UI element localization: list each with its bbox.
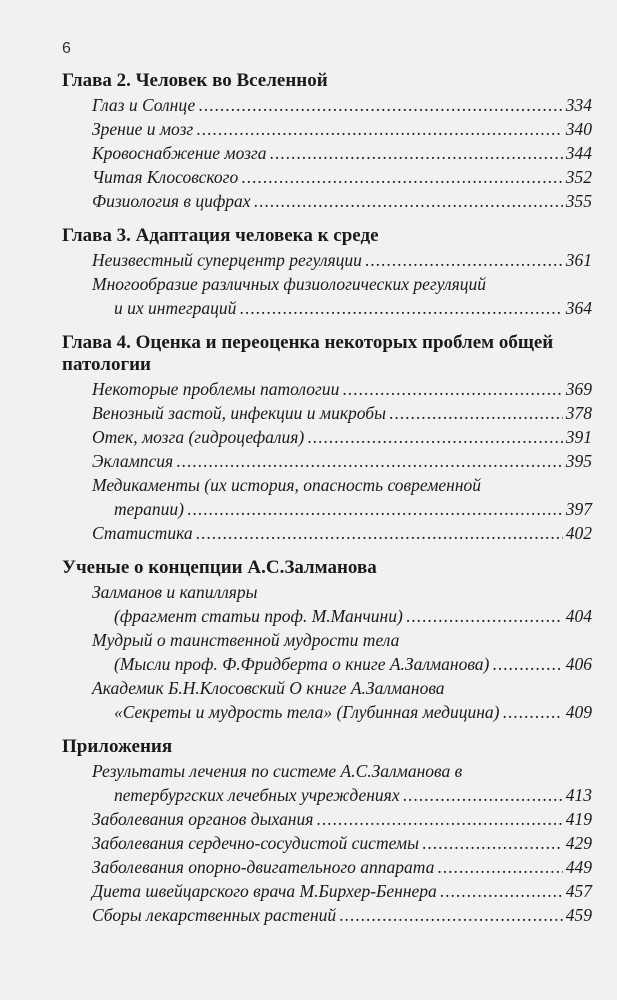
page-ref: 369 <box>565 379 592 399</box>
toc-entry-title-line: терапии) <box>114 499 184 519</box>
toc-entry[interactable] <box>62 401 592 425</box>
toc-entry[interactable] <box>62 189 592 213</box>
toc-entry[interactable] <box>62 855 592 879</box>
toc-entry-title-line: Кровоснабжение мозга <box>92 143 267 163</box>
dot-leader <box>187 497 563 521</box>
dot-leader <box>316 807 562 831</box>
page-ref: 419 <box>565 809 592 829</box>
dot-leader <box>198 93 562 117</box>
page-ref: 344 <box>565 143 592 163</box>
toc-entry-title-line: Результаты лечения по системе А.С.Залманова в <box>92 761 463 781</box>
toc-entry-title-line: Статистика <box>92 523 193 543</box>
toc-entry-title-line: Читая Клосовского <box>92 167 239 187</box>
toc-entry[interactable] <box>62 117 592 141</box>
toc-section <box>62 225 592 320</box>
chapter-title: Приложения <box>62 736 173 757</box>
toc-entry[interactable] <box>62 377 592 401</box>
toc-entry[interactable] <box>62 473 592 521</box>
toc-entry[interactable] <box>62 425 592 449</box>
page-ref: 397 <box>565 499 592 519</box>
toc-entry[interactable] <box>62 521 592 545</box>
table-of-contents <box>62 70 592 939</box>
dot-leader <box>342 377 562 401</box>
toc-entry-title-line: Эклампсия <box>92 451 174 471</box>
dot-leader <box>406 604 563 628</box>
toc-entry[interactable] <box>62 903 592 927</box>
toc-section <box>62 332 592 545</box>
toc-entry-title-line: Заболевания органов дыхания <box>92 809 314 829</box>
toc-entry-title-line: Физиология в цифрах <box>92 191 251 211</box>
page-ref: 402 <box>565 523 592 543</box>
toc-entry-title-line: Заболевания опорно-двигательного аппарата <box>92 857 435 877</box>
chapter-title: Глава 3. Адаптация человека к среде <box>62 225 379 246</box>
toc-entry-title-line: Венозный застой, инфекции и микробы <box>92 403 386 423</box>
toc-entry[interactable] <box>62 141 592 165</box>
toc-entry-title-line: Глаз и Солнце <box>92 95 196 115</box>
toc-entry-title-line: Сборы лекарственных растений <box>92 905 337 925</box>
dot-leader <box>270 141 563 165</box>
page-ref: 395 <box>565 451 592 471</box>
page-ref: 340 <box>565 119 592 139</box>
dot-leader <box>403 783 563 807</box>
dot-leader <box>422 831 563 855</box>
page-ref: 334 <box>565 95 592 115</box>
page-ref: 378 <box>565 403 592 423</box>
dot-leader <box>503 700 563 724</box>
toc-entry-title-line: Залманов и капилляры <box>92 582 258 602</box>
toc-entry-title-line: Медикаменты (их история, опасность современной <box>92 475 482 495</box>
toc-section <box>62 557 592 724</box>
page-ref: 429 <box>565 833 592 853</box>
dot-leader <box>339 903 563 927</box>
toc-entry[interactable] <box>62 449 592 473</box>
page-ref: 459 <box>565 905 592 925</box>
toc-entry[interactable] <box>62 580 592 628</box>
toc-entry-title-line: Диета швейцарского врача М.Бирхер-Беннера <box>92 881 437 901</box>
toc-entry-title-line: (Мысли проф. Ф.Фридберта о книге А.Залманова) <box>114 654 490 674</box>
chapter-title: Ученые о концепции А.С.Залманова <box>62 557 377 578</box>
toc-entry[interactable] <box>62 165 592 189</box>
page-ref: 409 <box>565 702 592 722</box>
toc-entry[interactable] <box>62 831 592 855</box>
page-ref: 364 <box>565 298 592 318</box>
page-ref: 413 <box>565 785 592 805</box>
toc-entry-title-line: петербургских лечебных учреждениях <box>114 785 400 805</box>
dot-leader <box>176 449 563 473</box>
dot-leader <box>239 296 562 320</box>
toc-entry-title-line: Неизвестный суперцентр регуляции <box>92 250 362 270</box>
dot-leader <box>492 652 562 676</box>
toc-section <box>62 736 592 927</box>
toc-entry-title-line: Заболевания сердечно-сосудистой системы <box>92 833 419 853</box>
toc-entry[interactable] <box>62 272 592 320</box>
dot-leader <box>440 879 563 903</box>
toc-entry[interactable] <box>62 676 592 724</box>
chapter-title: Глава 4. Оценка и переоценка некоторых проблем общей патологии <box>62 332 554 375</box>
toc-entry-title-line: и их интеграций <box>114 298 237 318</box>
dot-leader <box>365 248 563 272</box>
toc-entry-title-line: Зрение и мозг <box>92 119 194 139</box>
dot-leader <box>307 425 563 449</box>
toc-entry-title-line: Мудрый о таинственной мудрости тела <box>92 630 400 650</box>
page-ref: 352 <box>565 167 592 187</box>
toc-entry-title-line: Отек, мозга (гидроцефалия) <box>92 427 305 447</box>
dot-leader <box>389 401 563 425</box>
toc-entry-title-line: Многообразие различных физиологических регуляций <box>92 274 487 294</box>
page-ref: 406 <box>565 654 592 674</box>
toc-entry-title-line: Академик Б.Н.Клосовский О книге А.Залманова <box>92 678 445 698</box>
toc-section <box>62 70 592 213</box>
page-ref: 355 <box>565 191 592 211</box>
toc-entry-title-line: «Секреты и мудрость тела» (Глубинная медицина) <box>114 702 500 722</box>
dot-leader <box>241 165 563 189</box>
page-ref: 457 <box>565 881 592 901</box>
toc-entry[interactable] <box>62 248 592 272</box>
dot-leader <box>437 855 562 879</box>
toc-entry[interactable] <box>62 807 592 831</box>
dot-leader <box>254 189 563 213</box>
toc-entry-title-line: Некоторые проблемы патологии <box>92 379 340 399</box>
page-ref: 361 <box>565 250 592 270</box>
toc-entry[interactable] <box>62 879 592 903</box>
page-number: 6 <box>62 40 71 57</box>
dot-leader <box>196 521 563 545</box>
dot-leader <box>196 117 563 141</box>
toc-entry[interactable] <box>62 759 592 807</box>
toc-entry[interactable] <box>62 628 592 676</box>
page-ref: 391 <box>565 427 592 447</box>
chapter-title: Глава 2. Человек во Вселенной <box>62 70 328 91</box>
toc-entry-title-line: (фрагмент статьи проф. М.Манчини) <box>114 606 403 626</box>
page-ref: 449 <box>565 857 592 877</box>
toc-entry[interactable] <box>62 93 592 117</box>
page-ref: 404 <box>565 606 592 626</box>
